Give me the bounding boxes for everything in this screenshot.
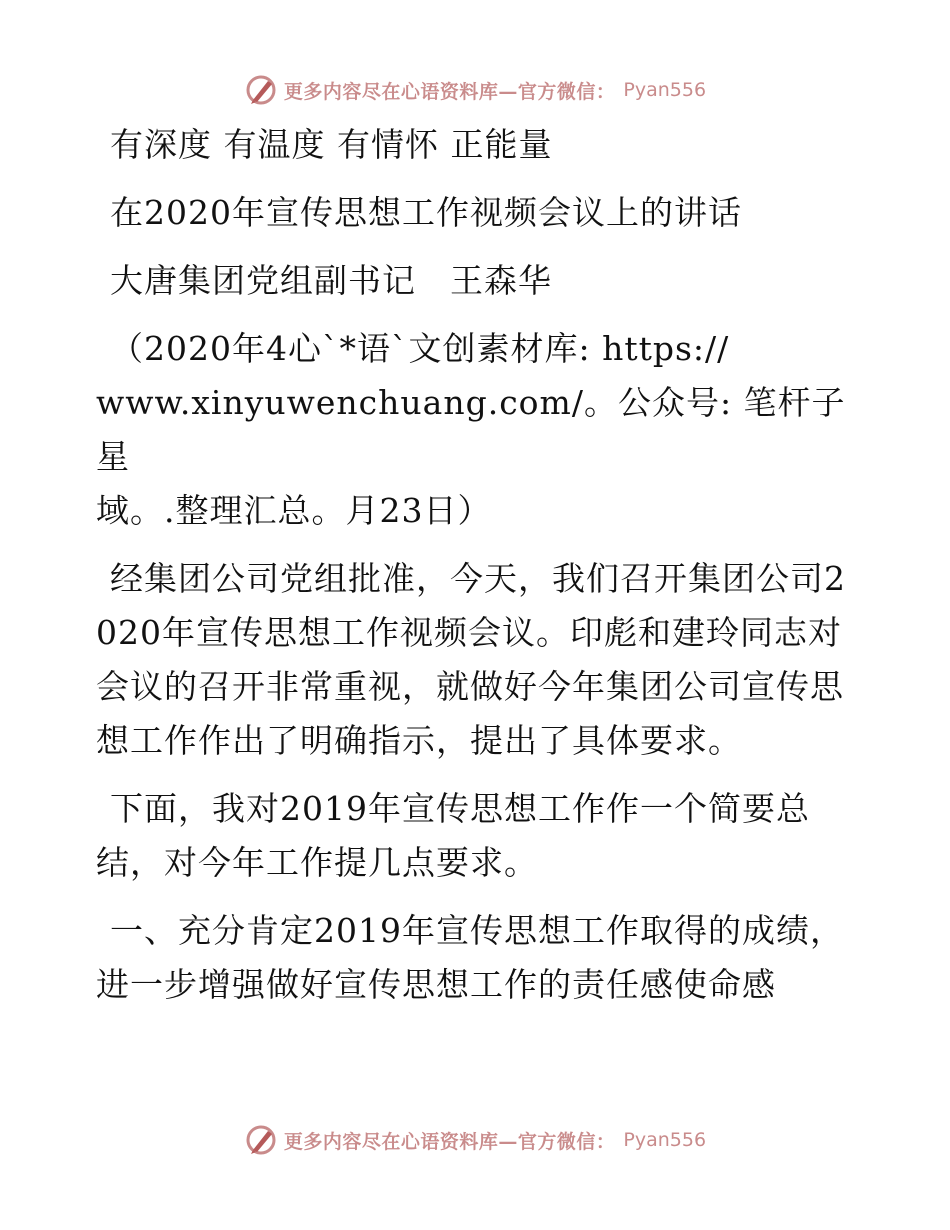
paragraph-2-text: 下面，我对2019年宣传思想工作作一个简要总结，对今年工作提几点要求。: [96, 789, 810, 882]
header-banner-inner: [244, 73, 706, 107]
footer-banner-text: 更多内容尽在心语资料库—官方微信：: [283, 1130, 616, 1153]
paragraph-1-text: 经集团公司党组批准，今天，我们召开集团公司2020年宣传思想工作视频会议。印彪和建玲同志对会议的召开非常重视，就做好今年集团公司宣传思想工作作出了明确指示，提出了具体要求。: [96, 559, 846, 760]
document-title: 在2020年宣传思想工作视频会议上的讲话: [110, 193, 742, 232]
pen-logo-icon: [244, 1123, 278, 1157]
section-heading-1-text: 一、充分肯定2019年宣传思想工作取得的成绩，进一步增强做好宣传思想工作的责任感使命感: [96, 911, 844, 1004]
slogan: 有深度 有温度 有情怀 正能量: [110, 125, 553, 164]
author-line: 大唐集团党组副书记 王森华: [110, 261, 552, 300]
document-body: [96, 118, 866, 1026]
header-banner-text: 更多内容尽在心语资料库—官方微信：: [283, 80, 616, 103]
source-note-line: （2020年4心`*语`文创素材库: https://: [110, 329, 730, 368]
section-heading-1: [96, 904, 866, 1012]
footer-banner-wechat: Pyan556: [623, 1129, 707, 1151]
paragraph-1: [96, 552, 866, 768]
source-note-line: www.xinyuwenchuang.com/。公众号: 笔杆子星: [96, 383, 846, 476]
header-banner: [0, 70, 950, 110]
footer-banner: [0, 1120, 950, 1160]
source-note-line: 域。.整理汇总。月23日）: [96, 491, 492, 530]
footer-banner-inner: [244, 1123, 706, 1157]
header-banner-wechat: Pyan556: [623, 79, 707, 101]
source-note: [96, 322, 866, 538]
paragraph-2: [96, 782, 866, 890]
pen-logo-icon: [244, 73, 278, 107]
